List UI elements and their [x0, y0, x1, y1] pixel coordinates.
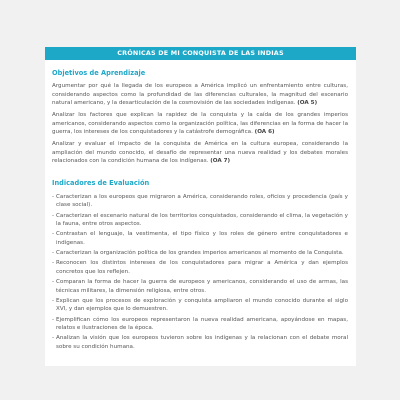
list-item: - Ejemplifican cómo los europeos representaron la nueva realidad americana, apoyándose en mapas, relatos e ilustraciones de la época.	[52, 316, 348, 333]
list-item: - Reconocen los distintos intereses de los conquistadores para migrar a América y dan ejemplos concretos que los reflejen.	[52, 259, 348, 276]
objective-paragraph-1	[52, 82, 348, 108]
list-item: - Comparan la forma de hacer la guerra de europeos y americanos, considerando el uso de armas, las técnicas militares, la dimensión religiosa, entre otros.	[52, 278, 348, 295]
indicators-list	[52, 193, 348, 353]
list-item: - Caracterizan la organización política de los grandes imperios americanos al momento de la Conquista.	[52, 249, 348, 257]
objective-text: Analizar y evaluar el impacto de la conquista de América en la cultura europea, considerando la ampliación del mundo conocido, el desafío de representar una nueva realidad y los debates morales relacionados con la condición humana de los indígenas.	[52, 141, 348, 165]
objective-code: (OA 6)	[254, 129, 275, 136]
content-panel	[45, 60, 356, 366]
objective-code: (OA 7)	[210, 158, 231, 165]
objective-text: Analizar los factores que explican la rapidez de la conquista y la caída de los grandes imperios americanos, considerando aspectos como la organización política, las diferencias en la forma de hacer la guerra, los intereses de los conquistadores y la catástrofe demográfica.	[52, 112, 348, 136]
list-item: - Explican que los procesos de exploración y conquista ampliaron el mundo conocido durante el siglo XVI, y dan ejemplos que lo demuestren.	[52, 297, 348, 314]
page-title: CRÓNICAS DE MI CONQUISTA DE LAS INDIAS	[45, 47, 356, 60]
list-item: - Caracterizan el escenario natural de los territorios conquistados, considerando el clima, la vegetación y la fauna, entre otros aspectos.	[52, 212, 348, 229]
objective-paragraph-3	[52, 140, 348, 166]
objectives-heading: Objetivos de Aprendizaje	[52, 69, 146, 77]
objective-paragraph-2	[52, 111, 348, 137]
objective-code: (OA 5)	[297, 100, 318, 107]
list-item: - Analizan la visión que los europeos tuvieron sobre los indígenas y la relacionan con el debate moral sobre su condición humana.	[52, 334, 348, 351]
list-item: - Caracterizan a los europeos que migraron a América, considerando roles, oficios y procedencia (país y clase social).	[52, 193, 348, 210]
indicators-heading: Indicadores de Evaluación	[52, 179, 150, 187]
list-item: - Contrastan el lenguaje, la vestimenta, el tipo físico y los roles de género entre conquistadores e indígenas.	[52, 230, 348, 247]
objective-text: Argumentar por qué la llegada de los europeos a América implicó un enfrentamiento entre culturas, considerando aspectos como la profundidad de las diferencias culturales, la magnitud del escenario natural americano, y la desarticulación de la cosmovisión de las sociedades indígenas.	[52, 83, 348, 107]
